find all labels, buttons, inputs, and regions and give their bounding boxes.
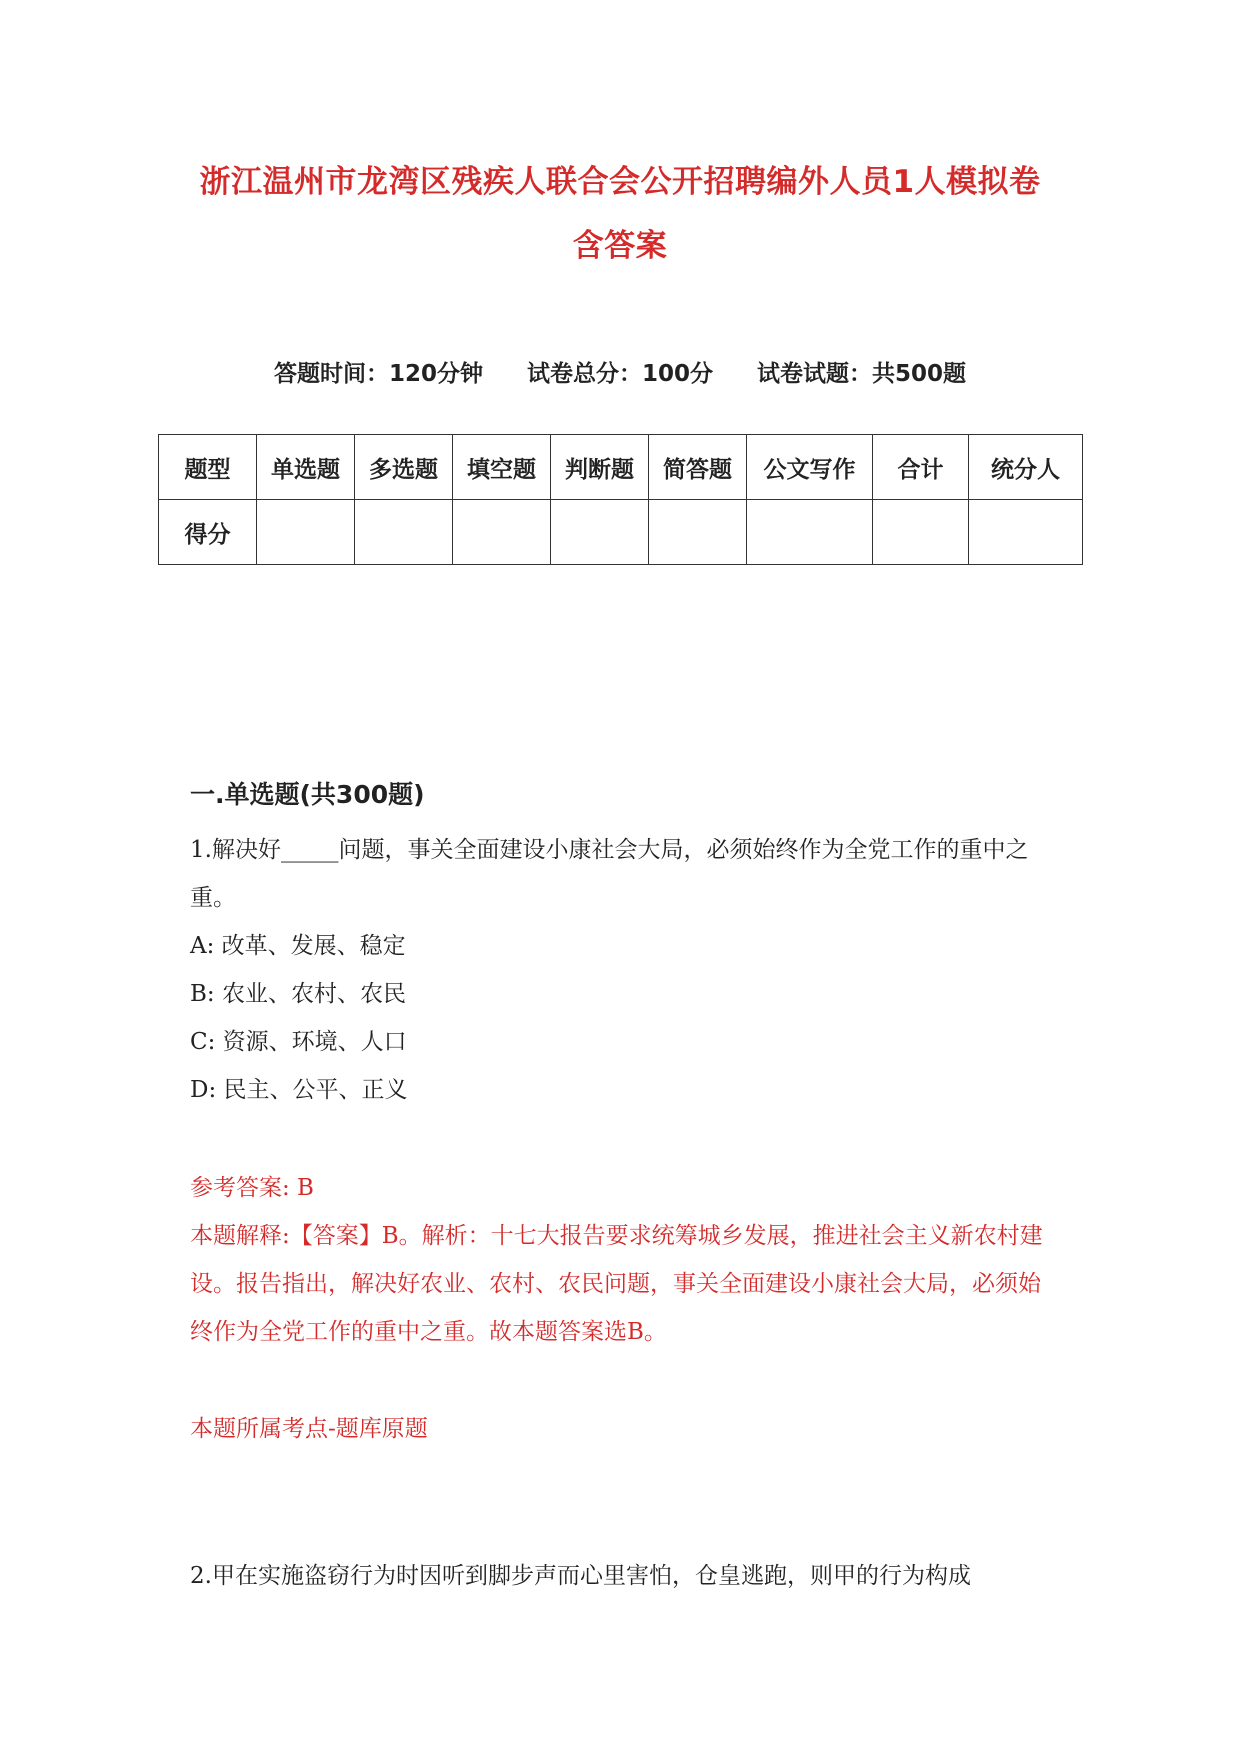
exam-meta (0, 355, 1240, 388)
exam-question-count: 试卷试题：共500题 (757, 361, 967, 387)
question-1-option-d: D: 民主、公平、正义 (190, 1077, 408, 1103)
score-table-header-row (159, 435, 1083, 500)
score-cell-total[interactable] (873, 500, 969, 565)
document-title: 浙江温州市龙湾区残疾人联合会公开招聘编外人员1人模拟卷含答案 (199, 164, 1041, 264)
header-cell: 单选题 (257, 435, 355, 500)
score-cell-short[interactable] (649, 500, 747, 565)
header-cell: 简答题 (649, 435, 747, 500)
score-cell-writing[interactable] (747, 500, 873, 565)
exam-time: 答题时间：120分钟 (273, 361, 483, 387)
score-table-score-row (159, 500, 1083, 565)
header-cell: 题型 (159, 435, 257, 500)
question-1-answer: 参考答案: B (190, 1175, 314, 1201)
score-cell-multi[interactable] (355, 500, 453, 565)
exam-total-score: 试卷总分：100分 (526, 361, 713, 387)
question-1-stem: 1.解决好_____问题，事关全面建设小康社会大局，必须始终作为全党工作的重中之重。 (190, 837, 1029, 911)
header-cell: 填空题 (453, 435, 551, 500)
score-table (158, 434, 1083, 565)
header-cell: 多选题 (355, 435, 453, 500)
score-cell-fill[interactable] (453, 500, 551, 565)
question-1-option-a: A: 改革、发展、稳定 (190, 933, 406, 959)
score-cell-scorer[interactable] (969, 500, 1083, 565)
header-cell: 判断题 (551, 435, 649, 500)
score-cell-single[interactable] (257, 500, 355, 565)
header-cell: 统分人 (969, 435, 1083, 500)
question-1-option-c: C: 资源、环境、人口 (190, 1029, 407, 1055)
row-label-cell: 得分 (159, 500, 257, 565)
question-2-stem: 2.甲在实施盗窃行为时因听到脚步声而心里害怕，仓皇逃跑，则甲的行为构成 (190, 1563, 971, 1589)
question-1-option-b: B: 农业、农村、农民 (190, 981, 406, 1007)
question-1-explanation: 本题解释:【答案】B。解析：十七大报告要求统筹城乡发展，推进社会主义新农村建设。报告指出，解决好农业、农村、农民问题，事关全面建设小康社会大局，必须始终作为全党工作的重中之重。故本题答案选B。 (190, 1223, 1043, 1345)
question-1-source: 本题所属考点-题库原题 (190, 1416, 428, 1442)
section-heading: 一.单选题(共300题) (190, 780, 425, 809)
header-cell: 合计 (873, 435, 969, 500)
score-cell-judge[interactable] (551, 500, 649, 565)
header-cell: 公文写作 (747, 435, 873, 500)
